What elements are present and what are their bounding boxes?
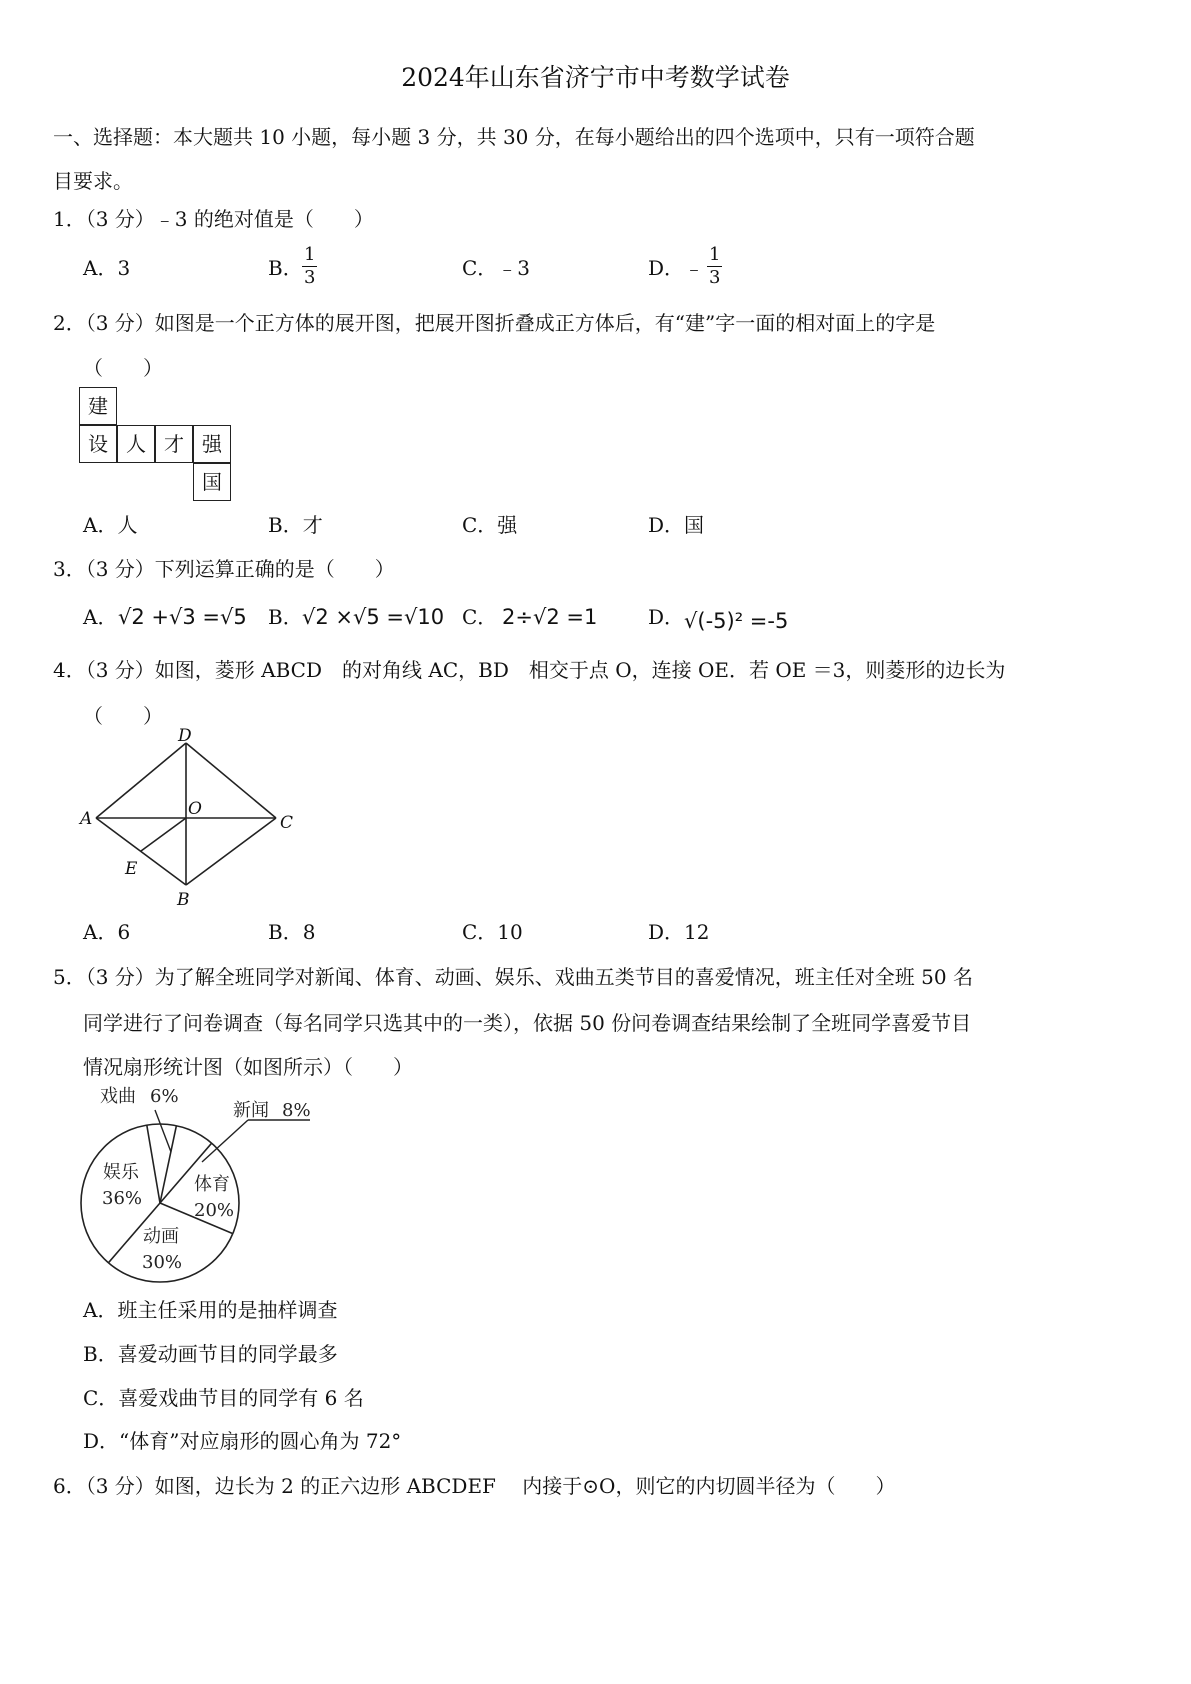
q5-option-c: C．喜爱戏曲节目的同学有 6 名 [83,1386,364,1410]
q3-option-c-expression: 2÷√2 =1 [502,605,598,629]
q1-option-d-fraction [707,244,722,289]
q5-stem-line1: 5．（3 分）为了解全班同学对新闻、体育、动画、娱乐、戏曲五类节目的喜爱情况，班主任对全班 50 名 [53,965,973,989]
q2-stem-line1: 2．（3 分）如图是一个正方体的展开图，把展开图折叠成正方体后，有“建”字一面的相对面上的字是 [53,311,936,335]
pie-chart [70,1080,330,1290]
label-e: E [125,859,138,879]
pie-label-news-pct: 8% [282,1100,311,1121]
net-cell-row-2: 人 [117,425,155,463]
q3-option-d-label: D． [648,605,685,629]
page-title: 2024年山东省济宁市中考数学试卷 [401,63,790,92]
section-heading-line2: 目要求。 [53,169,133,193]
q4-option-d: D．12 [648,920,710,944]
q4-option-b: B．8 [268,920,316,944]
opera-leader-line [155,1110,171,1152]
q5-option-b: B．喜爱动画节目的同学最多 [83,1342,338,1366]
net-cell-row-1: 设 [79,425,117,463]
rhombus-side-cb [186,818,276,885]
q1-option-b-label: B． [268,256,303,280]
q1-option-d-denominator: 3 [709,267,721,288]
q3-option-b-expression: √2 ×√5 =√10 [302,605,445,629]
section-heading-line1: 一、选择题：本大题共 10 小题，每小题 3 分，共 30 分，在每小题给出的四个选项中，只有一项符合题 [53,125,975,149]
q2-option-c: C．强 [462,513,518,537]
q5-option-d: D．“体育”对应扇形的圆心角为 72° [83,1429,402,1453]
q1-option-b-denominator: 3 [304,267,316,288]
q1-stem: 1．（3 分）﹣3 的绝对值是（ ） [53,207,374,231]
pie-label-opera-pct: 6% [150,1086,179,1107]
q6-stem: 6．（3 分）如图，边长为 2 的正六边形 ABCDEF 内接于⊙O，则它的内切圆半径为（ ） [53,1474,896,1498]
q1-option-c: C．﹣3 [462,256,531,280]
q3-option-c-label: C． [462,605,498,629]
label-a: A [80,809,93,829]
pie-slice-opera-boundary [147,1125,160,1203]
q1-option-d-label: D．﹣ [648,256,705,280]
segment-oe [141,818,186,851]
q2-option-d: D．国 [648,513,705,537]
q3-option-d-expression: √(-5)² =-5 [684,609,789,633]
pie-label-sports-name: 体育 [194,1174,230,1195]
q1-option-b-numerator: 1 [304,244,316,265]
q1-option-a: A．3 [83,256,131,280]
q1-option-d-numerator: 1 [709,244,721,265]
rhombus-side-ad [96,743,186,818]
label-c: C [280,813,294,833]
label-b: B [177,890,190,910]
q5-stem-line2: 同学进行了问卷调查（每名同学只选其中的一类），依据 50 份问卷调查结果绘制了全班同学喜爱节目 [83,1011,972,1035]
q2-option-a: A．人 [83,513,138,537]
pie-slice-news-boundary [160,1126,176,1203]
q4-stem-line2: （ ） [83,704,163,728]
q5-stem-line3: 情况扇形统计图（如图所示）（ ） [83,1055,413,1079]
net-cell-bottom: 国 [193,463,231,501]
net-cell-top: 建 [79,387,117,425]
q5-option-a: A．班主任采用的是抽样调查 [83,1298,338,1322]
pie-label-anim-pct: 30% [142,1252,183,1273]
q3-option-a-expression: √2 +√3 =√5 [118,605,247,629]
q3-option-a-label: A． [83,605,118,629]
q4-option-a: A．6 [83,920,131,944]
q2-option-b: B．才 [268,513,323,537]
q3-option-b-label: B． [268,605,303,629]
q4-option-c: C．10 [462,920,523,944]
pie-label-anim-name: 动画 [143,1226,179,1247]
q1-option-b-fraction [302,244,317,289]
rhombus-figure [70,728,310,918]
pie-label-opera-name: 戏曲 [100,1086,136,1107]
pie-label-sports-pct: 20% [194,1200,235,1221]
label-d: D [178,728,192,746]
cube-net-figure [79,387,231,501]
q4-stem-line1: 4．（3 分）如图，菱形 ABCD 的对角线 AC，BD 相交于点 O，连接 OE．若 OE ＝3，则菱形的边长为 [53,658,1006,682]
net-cell-row-4: 强 [193,425,231,463]
q2-stem-line2: （ ） [83,356,163,380]
pie-label-news-name: 新闻 [233,1100,269,1121]
net-cell-row-3: 才 [155,425,193,463]
label-o: O [188,799,202,819]
pie-label-ent-name: 娱乐 [103,1162,139,1183]
pie-label-ent-pct: 36% [102,1188,143,1209]
q3-stem: 3．（3 分）下列运算正确的是（ ） [53,557,395,581]
